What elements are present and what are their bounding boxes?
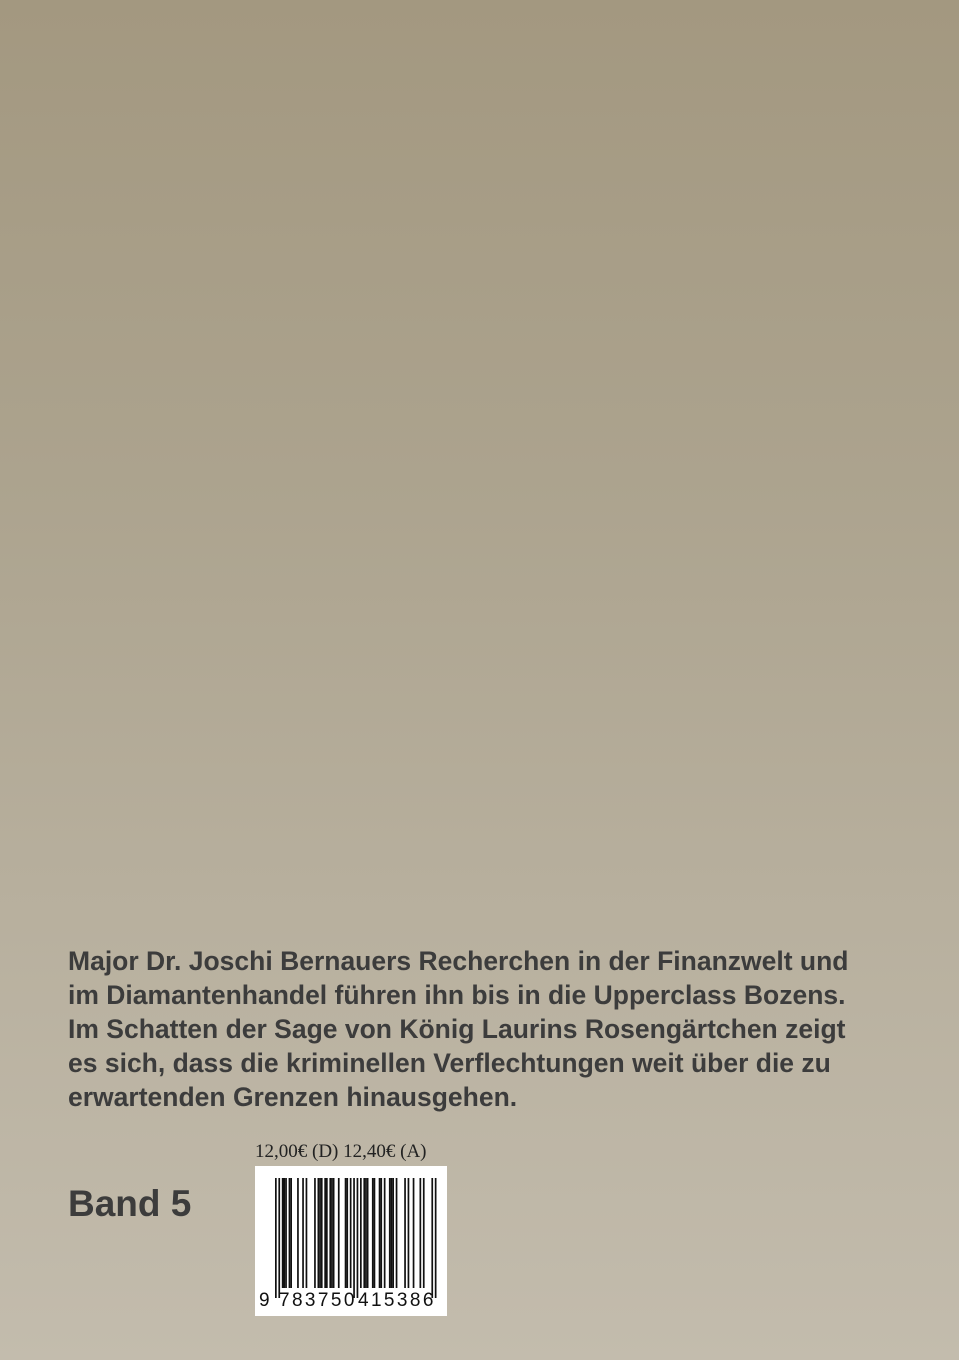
barcode-bar [360, 1178, 362, 1288]
barcode-bar [319, 1178, 321, 1288]
barcode-bar [396, 1178, 398, 1288]
barcode-bar [391, 1178, 393, 1288]
barcode-bar [338, 1178, 340, 1288]
barcode-bar [365, 1178, 367, 1288]
barcode-bar [284, 1178, 286, 1288]
barcode-bar [353, 1178, 355, 1298]
barcode-bar [275, 1178, 277, 1298]
barcode-bar [324, 1178, 326, 1288]
barcode-bar [384, 1178, 386, 1288]
barcode-bar [420, 1178, 422, 1288]
barcode-bar [314, 1178, 316, 1288]
barcode-bar [374, 1178, 376, 1288]
price-label: 12,00€ (D) 12,40€ (A) [255, 1141, 427, 1162]
blurb-line: Im Schatten der Sage von König Laurins Rosengärtchen zeigt [68, 1014, 846, 1044]
barcode-bar [380, 1178, 382, 1288]
barcode-bar [346, 1178, 348, 1288]
barcode-bar [321, 1178, 323, 1288]
barcode-bar [379, 1178, 381, 1288]
barcode-bar [329, 1178, 331, 1288]
barcode-bar [302, 1178, 304, 1288]
barcode-bar [408, 1178, 410, 1288]
barcode-bar [333, 1178, 335, 1288]
barcode-bar [290, 1178, 292, 1288]
barcode-bar [423, 1178, 425, 1288]
blurb-line: es sich, dass die kriminellen Verflechtungen weit über die zu [68, 1048, 831, 1078]
barcode-bar [350, 1178, 352, 1288]
barcode-right-group: 415386 [358, 1290, 436, 1311]
barcode-digits [255, 1290, 447, 1312]
barcode-bar [297, 1178, 299, 1288]
barcode-bar [404, 1178, 406, 1288]
barcode-bar [326, 1178, 328, 1288]
barcode-bar [363, 1178, 365, 1288]
barcode-bar [282, 1178, 284, 1288]
barcode-bar [345, 1178, 347, 1288]
barcode-left-group: 783750 [279, 1290, 357, 1311]
barcode-bar [435, 1178, 437, 1298]
barcode-bar [372, 1178, 374, 1288]
barcode-bar [289, 1178, 291, 1288]
barcode-bar [278, 1178, 280, 1298]
barcode-bar [392, 1178, 394, 1288]
barcode-bar [318, 1178, 320, 1288]
barcode-bar [306, 1178, 308, 1288]
barcode-lead-digit: 9 [259, 1290, 270, 1311]
barcode-bar [285, 1178, 287, 1288]
barcode-bar [389, 1178, 391, 1288]
volume-label: Band 5 [68, 1183, 192, 1224]
isbn-barcode [255, 1166, 447, 1316]
barcode-bar [413, 1178, 415, 1288]
blurb-text [68, 944, 928, 1114]
barcode-bar [367, 1178, 369, 1288]
blurb-line: erwartenden Grenzen hinausgehen. [68, 1082, 518, 1112]
barcode-bar [431, 1178, 433, 1298]
blurb-line: Major Dr. Joschi Bernauers Recherchen in der Finanzwelt und [68, 946, 849, 976]
barcode-bar [331, 1178, 333, 1288]
barcode-bar [357, 1178, 359, 1298]
blurb-line: im Diamantenhandel führen ihn bis in die Upperclass Bozens. [68, 980, 846, 1010]
